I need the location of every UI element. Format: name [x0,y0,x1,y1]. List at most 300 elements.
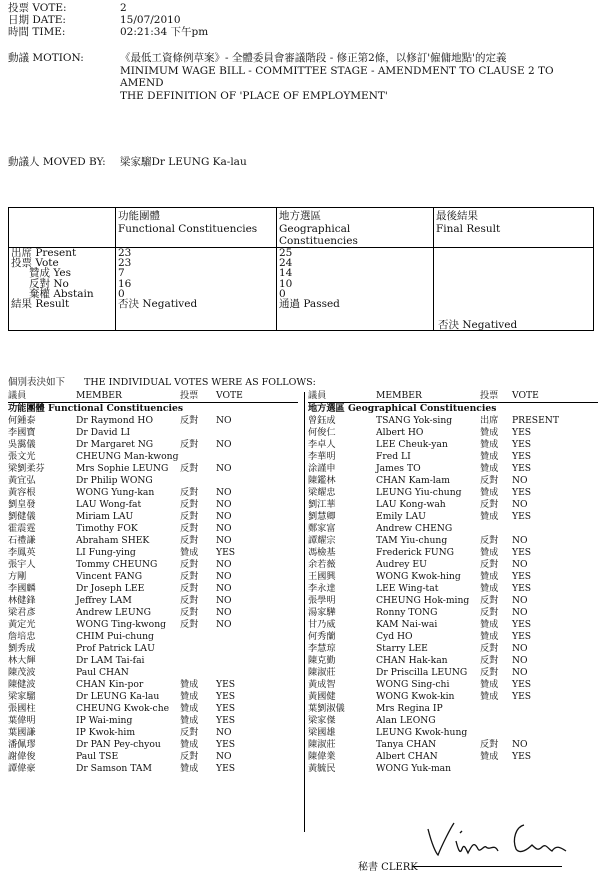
final-header [434,208,594,248]
vote-zh: 反對 [180,595,199,606]
gc-member-row [308,583,598,595]
vote-zh: 贊成 [480,583,499,594]
member-name-en: Tanya CHAN [376,739,437,750]
member-name-zh: 劉秀成 [8,643,36,654]
member-name-en: Dr PAN Pey-chyou [76,739,161,750]
member-name-zh: 潘佩璆 [8,739,36,750]
label-result: 結果 Result [11,298,70,311]
member-name-en: LEE Wing-tat [376,583,439,594]
member-name-zh: 王國興 [308,571,336,582]
gc-member-row [308,655,598,667]
member-name-en: IP Kwok-him [76,727,136,738]
member-name-en: CHAN Kin-por [76,679,144,690]
member-name-zh: 李卓人 [308,439,336,450]
gc-no: 10 [279,277,293,290]
member-name-zh: 黃定光 [8,619,36,630]
vote-zh: 反對 [180,463,199,474]
gc-member-row [308,415,598,427]
gc-member-row [308,595,598,607]
vote-en: YES [216,763,236,774]
vote-zh: 贊成 [180,691,199,702]
gc-header-zh: 地方選區 [279,210,321,222]
gc-col-member-en: MEMBER [376,390,422,401]
member-name-zh: 陳健波 [8,679,36,690]
gc-present: 25 [279,247,293,259]
date-row [8,14,208,26]
gc-header [277,208,434,248]
vote-zh: 贊成 [180,547,199,558]
vote-en: NO [216,523,232,534]
fc-member-row [8,595,298,607]
gc-member-row [308,691,598,703]
member-name-zh: 黃國健 [308,691,336,702]
vote-en: YES [216,691,236,702]
member-name-en: Fred LI [376,451,411,462]
label-abstain: 棄權 Abstain [29,287,94,300]
fc-member-row [8,427,298,439]
vote-en: NO [512,475,528,486]
fc-present: 23 [118,247,132,259]
member-name-zh: 詹培忠 [8,631,36,642]
member-name-en: Dr Samson TAM [76,763,152,774]
vote-number: 2 [120,2,127,14]
gc-rows [308,415,598,775]
fc-values-cell [116,248,277,331]
vote-zh: 反對 [480,607,499,618]
vote-zh: 反對 [480,667,499,678]
fc-section-label: 功能團體 Functional Constituencies [8,403,184,414]
member-name-zh: 張學明 [308,595,336,606]
member-name-en: CHEUNG Man-kwong [76,451,179,462]
member-name-en: Dr Raymond HO [76,415,153,426]
member-name-zh: 李慧琼 [308,643,336,654]
time-row [8,26,208,38]
vote-en: NO [216,415,232,426]
fc-yes: 7 [118,267,125,280]
individual-votes-title: 個別表決如下 THE INDIVIDUAL VOTES WERE AS FOLLOWS: [8,377,316,388]
vote-zh: 贊成 [180,739,199,750]
vote-en: YES [216,739,236,750]
member-name-zh: 黃成智 [308,679,336,690]
member-name-zh: 甘乃威 [308,619,336,630]
fc-member-row [8,547,298,559]
vote-zh: 反對 [180,523,199,534]
member-name-zh: 葉劉淑儀 [308,703,345,714]
fc-member-row [8,559,298,571]
member-name-en: Miriam LAU [76,511,134,522]
fc-member-row [8,607,298,619]
member-name-en: Mrs Sophie LEUNG [76,463,169,474]
vote-en: YES [512,679,532,690]
member-name-zh: 李國麟 [8,583,36,594]
member-name-zh: 陳克勤 [308,655,336,666]
member-name-en: LAU Kong-wah [376,499,446,510]
vote-en: YES [512,511,532,522]
gc-member-row [308,739,598,751]
vote-zh: 出席 [480,415,499,426]
member-name-zh: 李國寶 [8,427,36,438]
fc-col-vote-en: VOTE [216,390,243,401]
member-name-zh: 梁劉柔芬 [8,463,45,474]
date-value: 15/07/2010 [120,14,181,26]
member-name-zh: 劉江華 [308,499,336,510]
gc-values-cell [277,248,434,331]
vote-en: NO [512,535,528,546]
fc-rows [8,415,298,775]
gc-member-row [308,535,598,547]
vote-en: NO [512,595,528,606]
vote-zh: 贊成 [480,631,499,642]
vote-en: YES [512,547,532,558]
vote-zh: 贊成 [480,691,499,702]
motion-line-3: THE DEFINITION OF 'PLACE OF EMPLOYMENT' [120,89,388,102]
vote-en: NO [512,643,528,654]
vote-en: YES [512,571,532,582]
fc-no: 16 [118,277,132,290]
member-name-en: Jeffrey LAM [76,595,132,606]
vote-zh: 贊成 [480,487,499,498]
member-name-en: CHIM Pui-chung [76,631,154,642]
vote-zh: 贊成 [480,751,499,762]
member-name-zh: 張文光 [8,451,36,462]
member-name-en: Abraham SHEK [76,535,150,546]
gc-section-label: 地方選區 Geographical Constituencies [308,403,497,414]
member-name-zh: 何鍾泰 [8,415,36,426]
vote-zh: 反對 [480,499,499,510]
label-no: 反對 No [29,277,69,290]
member-name-zh: 陳淑莊 [308,739,336,750]
fc-member-row [8,691,298,703]
member-name-en: WONG Yung-kan [76,487,155,498]
member-name-zh: 譚耀宗 [308,535,336,546]
vote-en: YES [216,703,236,714]
member-name-en: WONG Sing-chi [376,679,450,690]
member-name-en: Dr Margaret NG [76,439,154,450]
gc-member-row [308,427,598,439]
time-label: 時間 TIME: [8,26,66,38]
member-name-zh: 黃毓民 [308,763,336,774]
vote-en: NO [216,619,232,630]
vote-zh: 反對 [180,619,199,630]
fc-section-title [8,403,298,415]
gc-member-row [308,451,598,463]
member-name-zh: 梁耀忠 [308,487,336,498]
vote-en: YES [216,679,236,690]
vote-en: YES [512,631,532,642]
vote-zh: 反對 [480,475,499,486]
member-name-en: WONG Yuk-man [376,763,452,774]
motion-label: 動議 MOTION: [8,52,84,64]
vote-zh: 反對 [480,595,499,606]
gc-column-header [308,390,598,403]
fc-member-row [8,415,298,427]
member-name-zh: 陳鑑林 [308,475,336,486]
vote-en: NO [216,595,232,606]
fc-member-row [8,463,298,475]
fc-header [116,208,277,248]
motion-line-2: MINIMUM WAGE BILL - COMMITTEE STAGE - AMENDMENT TO CLAUSE 2 TO AMEND [120,64,554,89]
member-name-zh: 劉皇發 [8,499,36,510]
column-divider [304,392,305,832]
vote-zh: 贊成 [480,571,499,582]
fc-vote: 23 [118,257,132,270]
vote-en: YES [216,547,236,558]
fc-member-row [8,715,298,727]
vote-zh: 反對 [180,727,199,738]
fc-header-zh: 功能團體 [118,210,160,222]
fc-vote-list [8,390,298,775]
fc-member-row [8,523,298,535]
vote-zh: 贊成 [180,715,199,726]
member-name-zh: 涂謹申 [308,463,336,474]
member-name-zh: 林健鋒 [8,595,36,606]
member-name-en: LEUNG Yiu-chung [376,487,462,498]
fc-member-row [8,511,298,523]
member-name-zh: 方剛 [8,571,27,582]
member-name-en: LEUNG Kwok-hung [376,727,468,738]
member-name-zh: 陳淑莊 [308,667,336,678]
member-name-en: Tommy CHEUNG [76,559,158,570]
member-name-zh: 譚偉豪 [8,763,36,774]
member-name-en: Dr David LI [76,427,131,438]
gc-result: 通過 Passed [279,298,340,311]
member-name-zh: 余若薇 [308,559,336,570]
gc-vote: 24 [279,257,293,270]
fc-member-row [8,655,298,667]
member-name-en: Andrew CHENG [376,523,453,534]
fc-member-row [8,643,298,655]
member-name-en: WONG Kwok-kin [376,691,455,702]
mover-value: 梁家騮Dr LEUNG Ka-lau [120,156,247,168]
vote-en: NO [216,511,232,522]
fc-member-row [8,631,298,643]
vote-en: NO [216,487,232,498]
gc-member-row [308,499,598,511]
vote-en: YES [512,691,532,702]
vote-en: NO [216,583,232,594]
vote-en: NO [512,655,528,666]
vote-zh: 反對 [180,499,199,510]
final-header-en: Final Result [436,223,501,235]
motion-line-1: 《最低工資條例草案》- 全體委員會審議階段 - 修正第2條，以修訂'僱傭地點'的定義 [120,52,507,64]
gc-vote-list [308,390,598,775]
member-name-zh: 李華明 [308,451,336,462]
clerk-signature [420,815,570,863]
member-name-zh: 葉國謙 [8,727,36,738]
vote-zh: 贊成 [480,679,499,690]
member-name-en: CHAN Hak-kan [376,655,448,666]
vote-en: PRESENT [512,415,559,426]
member-name-en: Audrey EU [376,559,427,570]
member-name-en: Dr LEUNG Ka-lau [76,691,160,702]
vote-zh: 贊成 [480,427,499,438]
member-name-en: Albert HO [376,427,424,438]
final-result: 否決 Negatived [438,318,518,331]
vote-zh: 反對 [180,535,199,546]
fc-member-row [8,439,298,451]
vote-en: YES [512,619,532,630]
final-header-zh: 最後結果 [436,210,478,222]
member-name-zh: 梁家騮 [8,691,36,702]
member-name-en: CHEUNG Hok-ming [376,595,470,606]
member-name-en: IP Wai-ming [76,715,133,726]
vote-zh: 贊成 [480,547,499,558]
member-name-zh: 鄭家富 [308,523,336,534]
time-value: 02:21:34 下午pm [120,26,209,38]
gc-member-row [308,703,598,715]
fc-member-row [8,475,298,487]
vote-zh: 贊成 [180,703,199,714]
fc-member-row [8,679,298,691]
gc-member-row [308,619,598,631]
vote-number-row [8,2,208,14]
vote-zh: 贊成 [480,463,499,474]
vote-en: NO [216,535,232,546]
label-present: 出席 Present [11,247,77,259]
results-table [8,207,594,331]
fc-member-row [8,487,298,499]
gc-abstain: 0 [279,287,286,300]
member-name-zh: 黃容根 [8,487,36,498]
member-name-en: LEE Cheuk-yan [376,439,448,450]
gc-member-row [308,487,598,499]
member-name-en: Vincent FANG [76,571,143,582]
member-name-zh: 劉慧卿 [308,511,336,522]
member-name-en: Frederick FUNG [376,547,454,558]
member-name-en: TSANG Yok-sing [376,415,453,426]
mover-label: 動議人 MOVED BY: [8,156,106,168]
final-cell [434,248,594,331]
vote-en: NO [216,727,232,738]
member-name-zh: 湯家驊 [308,607,336,618]
gc-member-row [308,571,598,583]
gc-member-row [308,547,598,559]
fc-member-row [8,571,298,583]
gc-section-title [308,403,598,415]
fc-result: 否決 Negatived [118,298,198,311]
member-name-en: Timothy FOK [76,523,138,534]
member-name-en: Prof Patrick LAU [76,643,155,654]
fc-member-row [8,535,298,547]
member-name-en: KAM Nai-wai [376,619,438,630]
fc-member-row [8,667,298,679]
gc-member-row [308,559,598,571]
vote-label: 投票 VOTE: [8,2,67,14]
clerk-signature-line [412,866,562,867]
vote-zh: 反對 [180,511,199,522]
member-name-en: Andrew LEUNG [76,607,151,618]
gc-member-row [308,763,598,775]
clerk-label: 秘書 CLERK [358,862,418,873]
member-name-en: Dr Joseph LEE [76,583,145,594]
fc-member-row [8,763,298,775]
gc-col-vote-en: VOTE [512,390,539,401]
fc-member-row [8,727,298,739]
member-name-zh: 石禮謙 [8,535,36,546]
date-label: 日期 DATE: [8,14,66,26]
vote-zh: 反對 [480,559,499,570]
vote-en: YES [512,751,532,762]
fc-header-en: Functional Constituencies [118,223,258,235]
fc-col-member-zh: 議員 [8,390,27,401]
member-name-en: Dr Philip WONG [76,475,153,486]
gc-member-row [308,727,598,739]
vote-zh: 贊成 [480,511,499,522]
vote-zh: 反對 [180,571,199,582]
member-name-en: Mrs Regina IP [376,703,443,714]
member-name-en: Dr Priscilla LEUNG [376,667,468,678]
vote-en: YES [512,583,532,594]
member-name-zh: 張國柱 [8,703,36,714]
member-name-en: Dr LAM Tai-fai [76,655,145,666]
label-vote: 投票 Vote [11,257,59,270]
motion-text [120,52,595,102]
member-name-zh: 曾鈺成 [308,415,336,426]
vote-en: NO [512,559,528,570]
fc-member-row [8,583,298,595]
member-name-zh: 劉健儀 [8,511,36,522]
vote-en: NO [216,463,232,474]
fc-abstain: 0 [118,287,125,300]
gc-member-row [308,475,598,487]
member-name-en: LAU Wong-fat [76,499,142,510]
fc-member-row [8,619,298,631]
member-name-zh: 霍震霆 [8,523,36,534]
member-name-en: Albert CHAN [376,751,438,762]
vote-zh: 反對 [180,751,199,762]
gc-member-row [308,523,598,535]
member-name-en: WONG Kwok-hing [376,571,461,582]
member-name-en: Alan LEONG [376,715,436,726]
vote-zh: 贊成 [180,679,199,690]
gc-member-row [308,643,598,655]
member-name-en: James TO [376,463,421,474]
fc-member-row [8,451,298,463]
vote-zh: 反對 [480,739,499,750]
gc-member-row [308,631,598,643]
vote-en: NO [512,667,528,678]
vote-en: NO [216,751,232,762]
vote-zh: 反對 [180,439,199,450]
member-name-en: Cyd HO [376,631,413,642]
gc-member-row [308,511,598,523]
vote-en: NO [216,439,232,450]
vote-zh: 反對 [180,415,199,426]
member-name-zh: 葉偉明 [8,715,36,726]
vote-en: NO [512,607,528,618]
label-yes: 贊成 Yes [29,267,71,280]
member-name-zh: 何俊仁 [308,427,336,438]
gc-member-row [308,751,598,763]
gc-member-row [308,439,598,451]
vote-en: NO [216,499,232,510]
member-name-zh: 馮檢基 [308,547,336,558]
member-name-zh: 何秀蘭 [308,631,336,642]
vote-zh: 反對 [180,487,199,498]
vote-zh: 反對 [180,607,199,618]
member-name-zh: 張宇人 [8,559,36,570]
member-name-zh: 梁國雄 [308,727,336,738]
vote-en: NO [512,499,528,510]
vote-en: YES [512,439,532,450]
vote-en: NO [512,739,528,750]
row-labels-cell [9,248,116,331]
fc-col-vote-zh: 投票 [180,390,199,401]
member-name-en: CHEUNG Kwok-che [76,703,170,714]
member-name-zh: 謝偉俊 [8,751,36,762]
member-name-zh: 李永達 [308,583,336,594]
vote-zh: 反對 [180,583,199,594]
